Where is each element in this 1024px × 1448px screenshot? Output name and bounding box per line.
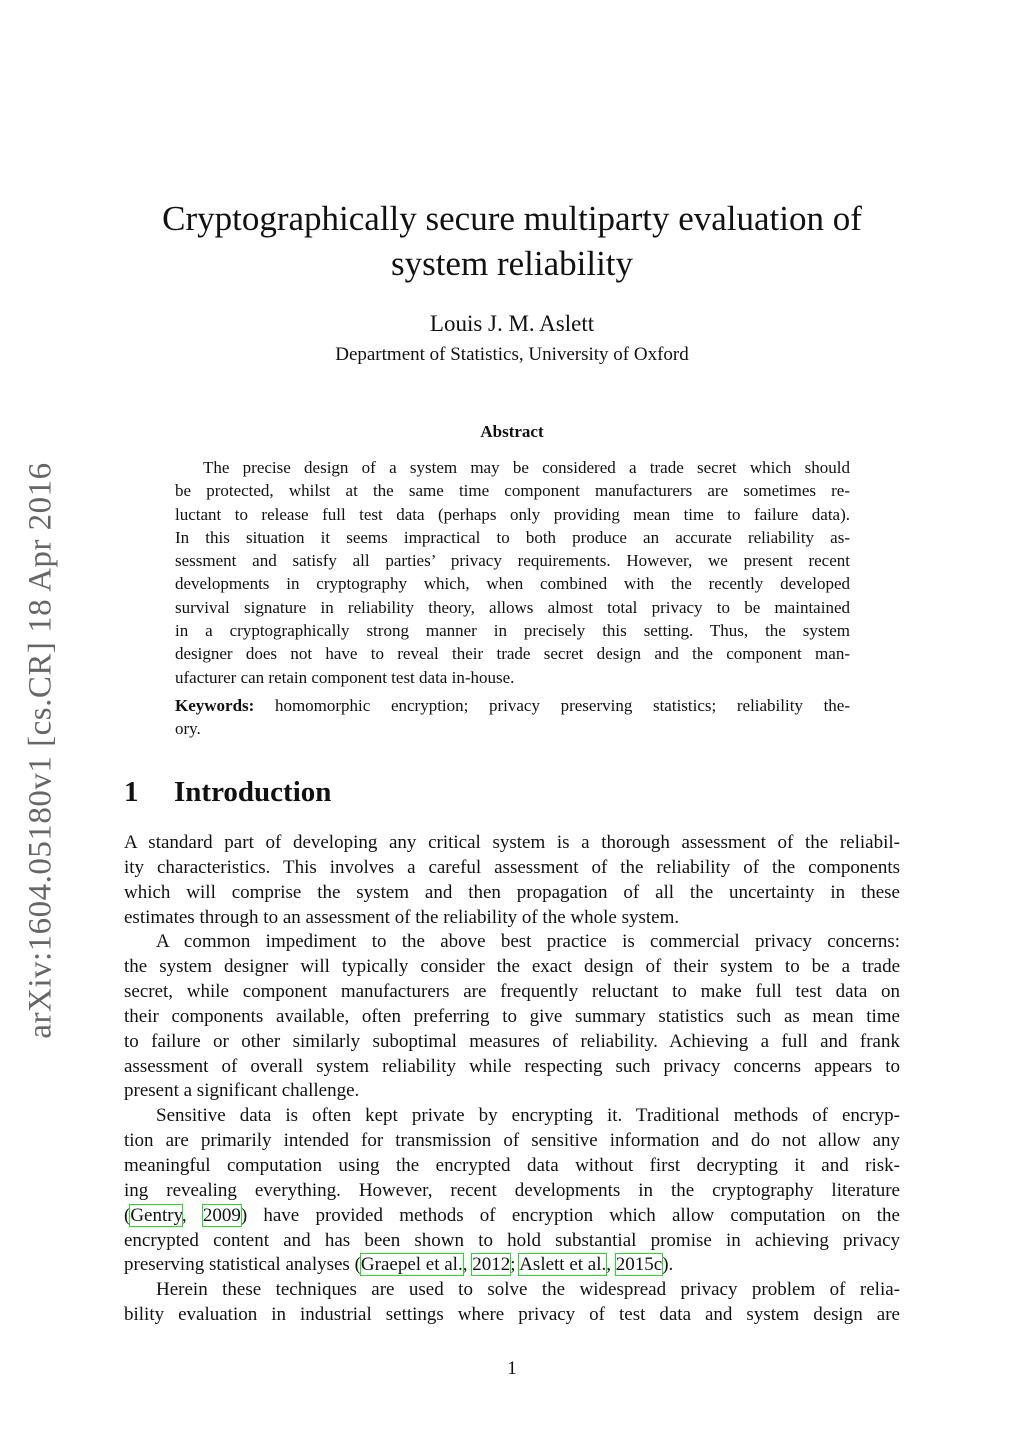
section-heading (124, 776, 331, 809)
citation-separator: ; (510, 1254, 520, 1276)
arxiv-identifier: arXiv:1604.05180v1 [cs.CR] 18 Apr 2016 (22, 461, 59, 1039)
body-line: bility evaluation in industrial settings where privacy of test data and system design are (124, 1304, 900, 1326)
body-line: encrypted content and has been shown to hold substantial promise in achieving privacy (124, 1229, 900, 1251)
abstract-line: in a cryptographically strong manner in precisely this setting. Thus, the system (175, 621, 850, 641)
body-text: preserving statistical analyses ( (124, 1254, 361, 1276)
body-line: ity characteristics. This involves a careful assessment of the reliability of the components (124, 856, 900, 878)
abstract-line: developments in cryptography which, when combined with the recently developed (175, 574, 850, 594)
paren-open: ( (124, 1204, 131, 1226)
citation-link-aslett[interactable]: Aslett et al. (519, 1254, 607, 1276)
body-line: assessment of overall system reliability while respecting such privacy concerns appears to (124, 1055, 900, 1077)
body-line: estimates through to an assessment of the reliability of the whole system. (124, 906, 680, 928)
citation-link-2015c[interactable]: 2015c (615, 1254, 663, 1276)
abstract-line: luctant to release full test data (perhaps only providing mean time to failure data). (175, 504, 850, 524)
keywords-block (175, 694, 850, 741)
author-affiliation: Department of Statistics, University of Oxford (335, 344, 689, 365)
body-line: A common impediment to the above best practice is commercial privacy concerns: (156, 931, 900, 953)
title-line-1: Cryptographically secure multiparty evaluation of (162, 199, 862, 238)
body-line-citation (124, 1204, 900, 1229)
abstract-line: designer does not have to reveal their trade secret design and the component man- (175, 644, 850, 664)
citation-link-gentry[interactable]: Gentry (130, 1204, 182, 1226)
citation-link-2009[interactable]: 2009 (202, 1204, 241, 1226)
body-line: A standard part of developing any critical system is a thorough assessment of the reliabil- (124, 832, 900, 853)
abstract-line: ufacturer can retain component test data in-house. (175, 667, 515, 687)
abstract-line: In this situation it seems impractical to both produce an accurate reliability as- (175, 527, 850, 547)
body-line: ing revealing everything. However, recent developments in the cryptography literature (124, 1179, 900, 1201)
section-body (124, 831, 900, 1328)
body-line: secret, while component manufacturers are frequently reluctant to make full test data on (124, 981, 900, 1003)
citation-separator: , (181, 1204, 203, 1226)
body-line: Sensitive data is often kept private by encrypting it. Traditional methods of encryp- (156, 1105, 900, 1127)
abstract-heading: Abstract (480, 422, 544, 441)
page-number: 1 (507, 1358, 517, 1379)
body-line: their components available, often preferring to give summary statistics such as mean time (124, 1005, 900, 1027)
body-line: to failure or other similarly suboptimal measures of reliability. Achieving a full and frank (124, 1030, 900, 1052)
paren-close: ). (662, 1254, 674, 1276)
keywords-line-2: ory. (175, 719, 201, 739)
abstract-body (175, 456, 850, 689)
author-name: Louis J. M. Aslett (429, 311, 595, 336)
body-line: which will comprise the system and then propagation of all the uncertainty in these (124, 881, 900, 903)
citation-separator: , (606, 1254, 616, 1276)
citation-link-graepel[interactable]: Graepel et al. (360, 1254, 463, 1276)
body-line: tion are primarily intended for transmission of sensitive information and do not allow any (124, 1130, 900, 1152)
paper-title (124, 196, 900, 286)
body-line: present a significant challenge. (124, 1080, 360, 1102)
abstract-line: be protected, whilst at the same time component manufacturers are sometimes re- (175, 481, 850, 501)
title-line-2: system reliability (390, 244, 634, 283)
abstract-line: The precise design of a system may be considered a trade secret which should (203, 458, 850, 477)
body-line-citation (124, 1253, 900, 1278)
body-line: the system designer will typically consider the exact design of their system to be a trade (124, 956, 900, 978)
arxiv-sidebar (16, 440, 66, 1060)
keywords-label: Keywords: (175, 696, 255, 715)
keywords-line (175, 694, 850, 717)
body-line: Herein these techniques are used to solve the widespread privacy problem of relia- (156, 1279, 900, 1301)
body-line: meaningful computation using the encrypted data without first decrypting it and risk- (124, 1154, 900, 1176)
citation-separator: , (462, 1254, 473, 1276)
body-text: ) have provided methods of encryption which allow computation on the (240, 1204, 900, 1226)
section-title: Introduction (174, 776, 332, 808)
abstract-line: sessment and satisfy all parties’ privacy requirements. However, we present recent (175, 551, 850, 571)
section-number: 1 (124, 776, 139, 808)
keywords-text: homomorphic encryption; privacy preserving statistics; reliability the- (274, 696, 850, 715)
abstract-line: survival signature in reliability theory, allows almost total privacy to be maintained (175, 597, 850, 617)
citation-link-2012[interactable]: 2012 (472, 1254, 511, 1276)
